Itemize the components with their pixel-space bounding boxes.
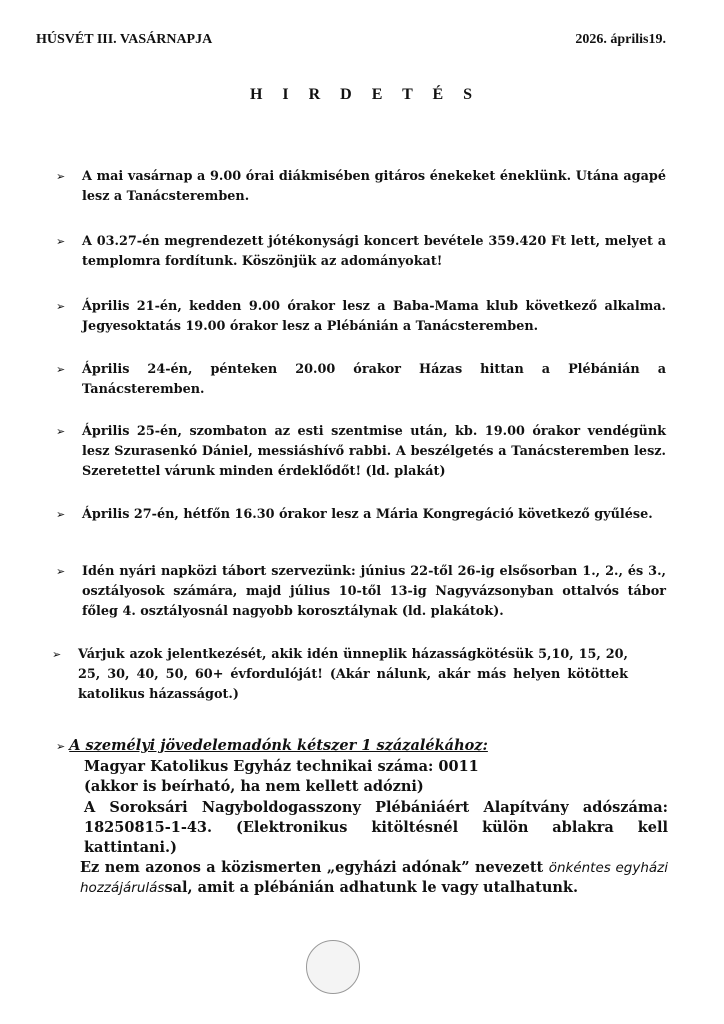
announcement-item: ➢ Április 25-én, szombaton az esti szentmise után, kb. 19.00 órakor vendégünk lesz Szurasenkó Dániel, messiáshívő rabbi. A beszélgetés a Tanácsteremben lesz. Szeretettel várunk minden érdeklődőt! (ld. plakát) bbox=[56, 424, 666, 479]
arrowhead-bullet-icon: ➢ bbox=[56, 235, 66, 248]
arrowhead-bullet-icon: ➢ bbox=[56, 425, 66, 438]
tax-heading: ➢ A személyi jövedelemadónk kétszer 1 százalékához: bbox=[56, 736, 668, 757]
arrowhead-bullet-icon: ➢ bbox=[56, 363, 66, 376]
arrowhead-bullet-icon: ➢ bbox=[56, 300, 66, 313]
arrowhead-bullet-icon: ➢ bbox=[56, 565, 66, 578]
tax-line-church-code: Magyar Katolikus Egyház technikai száma: 0011 bbox=[84, 758, 479, 776]
announcement-item: ➢ A 03.27-én megrendezett jótékonysági koncert bevétele 359.420 Ft lett, melyet a templomra fordítunk. Köszönjük az adományokat! bbox=[56, 234, 666, 269]
arrowhead-bullet-icon: ➢ bbox=[56, 508, 66, 521]
announcement-item: ➢ Április 21-én, kedden 9.00 órakor lesz a Baba-Mama klub következő alkalma. Jegyesoktatás 19.00 órakor lesz a Plébánián a Tanácsteremben. bbox=[56, 299, 666, 334]
announcement-item: ➢ Április 27-én, hétfőn 16.30 órakor lesz a Mária Kongregáció következő gyűlése. bbox=[62, 505, 666, 525]
tax-section bbox=[56, 736, 668, 899]
header-left-title: HÚSVÉT III. VASÁRNAPJA bbox=[36, 32, 213, 47]
announcement-item: ➢ Idén nyári napközi tábort szervezünk: június 22-től 26-ig elsősorban 1., 2., és 3., osztályosok számára, majd július 10-től 13-ig Nagyvázsonyban ottalvós tábor főleg 4. osztályosnál nagyobb korosztálynak (ld. plakátok). bbox=[56, 564, 666, 619]
header-date: 2026. április19. bbox=[575, 32, 666, 47]
arrowhead-bullet-icon: ➢ bbox=[56, 740, 66, 753]
page-title: H I R D E T É S bbox=[249, 86, 481, 103]
tax-line-foundation: A Soroksári Nagyboldogasszony Plébániáért Alapítvány adószáma: 18250815-1-43. (Elektronikus kitöltésnél külön ablakra kell kattintani.) bbox=[84, 798, 668, 857]
announcement-item: ➢ A mai vasárnap a 9.00 órai diákmisében gitáros énekeket éneklünk. Utána agapé lesz a Tanácsteremben. bbox=[56, 169, 666, 204]
tax-line-note: (akkor is beírható, ha nem kellett adózni) bbox=[84, 778, 424, 796]
announcement-item: ➢ Várjuk azok jelentkezését, akik idén ünneplik házasságkötésük 5,10, 15, 20, 25, 30, 40, 50, 60+ évfordulóját! (Akár nálunk, akár más helyen kötöttek katolikus házasságot.) bbox=[52, 647, 628, 702]
arrowhead-bullet-icon: ➢ bbox=[56, 170, 66, 183]
arrowhead-bullet-icon: ➢ bbox=[52, 648, 62, 661]
announcement-item: ➢ Április 24-én, pénteken 20.00 órakor Házas hittan a Plébánián a Tanácsteremben. bbox=[56, 362, 666, 397]
parish-seal-logo-icon bbox=[306, 940, 360, 994]
tax-line-voluntary: Ez nem azonos a közismerten „egyházi adónak” nevezett önkéntes egyházi hozzájárulással, amit a plébánián adhatunk le vagy utalhatunk. bbox=[80, 859, 668, 897]
